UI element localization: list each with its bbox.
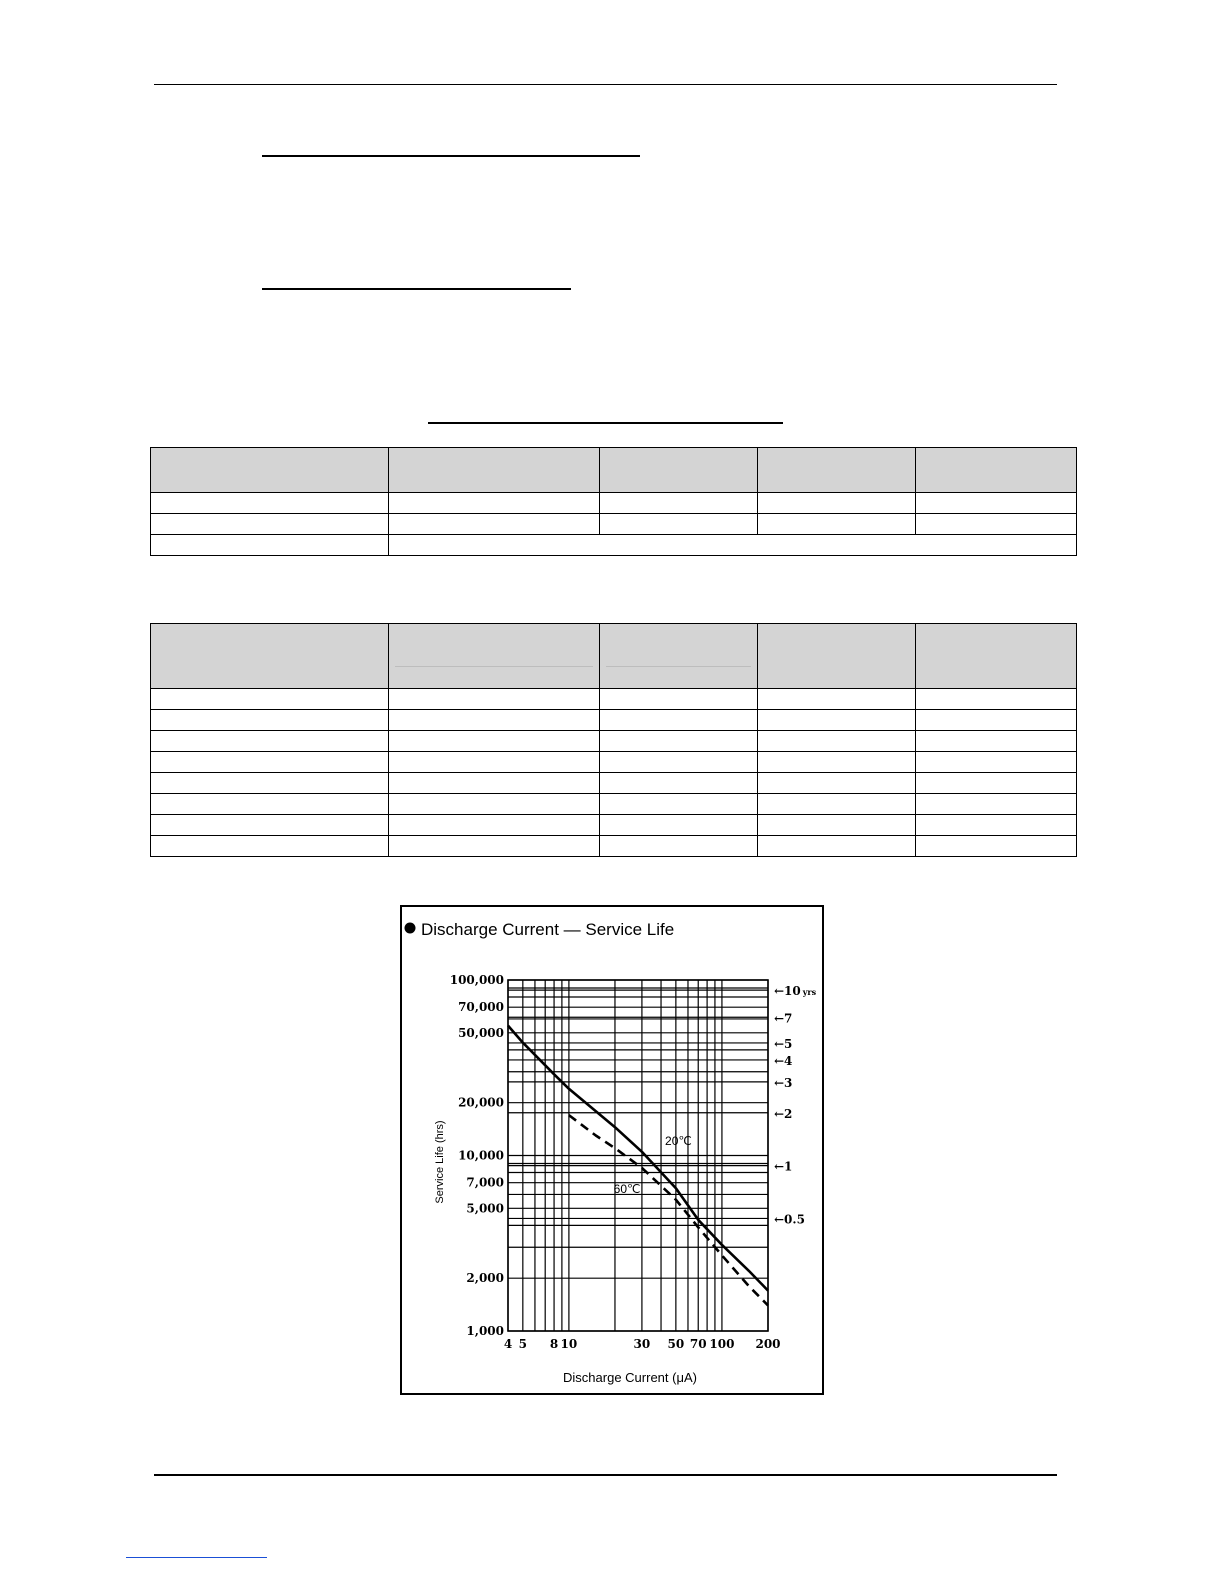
table-cell (916, 689, 1077, 710)
table-cell (758, 815, 916, 836)
right-tick-label: ←7 (774, 1011, 793, 1026)
y-tick-label: 100,000 (449, 973, 504, 987)
section-heading-underline-2 (262, 288, 571, 290)
table-cell (151, 752, 389, 773)
y-tick-label: 1,000 (466, 1324, 504, 1338)
series-annotation: 20℃ (665, 1133, 692, 1148)
x-tick-label: 100 (709, 1337, 735, 1351)
table-cell (916, 773, 1077, 794)
table-cell (389, 836, 600, 857)
table-row (151, 731, 1077, 752)
table-row (151, 773, 1077, 794)
table-row (151, 794, 1077, 815)
table-title-underline (428, 422, 783, 424)
table-cell-merged (389, 535, 1077, 556)
x-tick-label: 70 (689, 1337, 707, 1351)
table-cell (916, 493, 1077, 514)
table-cell (916, 815, 1077, 836)
y-tick-label: 50,000 (458, 1025, 504, 1040)
y-tick-label: 10,000 (458, 1148, 504, 1163)
table-cell (389, 773, 600, 794)
table-cell (389, 514, 600, 535)
x-axis-label: Discharge Current (μA) (563, 1370, 697, 1385)
x-tick-label: 4 (503, 1337, 513, 1351)
table-cell (916, 794, 1077, 815)
x-tick-label: 5 (518, 1337, 528, 1351)
table-cell (389, 731, 600, 752)
table-row (151, 535, 1077, 556)
table-cell (758, 836, 916, 857)
x-tick-label: 30 (633, 1337, 651, 1351)
table-cell (758, 752, 916, 773)
table-cell (389, 752, 600, 773)
x-tick-label: 200 (755, 1337, 781, 1351)
table-cell (600, 794, 758, 815)
table-row (151, 815, 1077, 836)
table-cell (916, 710, 1077, 731)
table-cell (600, 731, 758, 752)
table-cell (600, 514, 758, 535)
table-cell (758, 710, 916, 731)
header-cell (151, 448, 389, 493)
header-cell (389, 448, 600, 493)
table-cell (151, 535, 389, 556)
table-cell (151, 773, 389, 794)
table-cell (758, 794, 916, 815)
right-tick-label: ←4 (774, 1053, 793, 1068)
table-cell (389, 493, 600, 514)
table-row (151, 514, 1077, 535)
table-cell (151, 731, 389, 752)
table-cell (151, 815, 389, 836)
table-cell (600, 773, 758, 794)
table-row (151, 836, 1077, 857)
table-cell (916, 752, 1077, 773)
table-cell (389, 710, 600, 731)
bottom-link-underline (126, 1557, 267, 1558)
discharge-service-life-chart (400, 905, 824, 1395)
table-cell (151, 836, 389, 857)
header-cell (389, 624, 600, 689)
table-cell (600, 493, 758, 514)
header-cell (600, 448, 758, 493)
header-cell (916, 448, 1077, 493)
spec-table-1 (150, 447, 1077, 556)
y-tick-label: 70,000 (458, 1000, 504, 1015)
table-cell (758, 493, 916, 514)
x-tick-label: 8 (549, 1337, 559, 1351)
table-cell (916, 731, 1077, 752)
table-cell (389, 794, 600, 815)
table-cell (916, 514, 1077, 535)
header-rule (154, 84, 1057, 85)
series-line-solid (508, 1026, 768, 1291)
table-cell (151, 493, 389, 514)
table-row (151, 710, 1077, 731)
header-cell (758, 448, 916, 493)
header-cell (758, 624, 916, 689)
table-cell (758, 731, 916, 752)
title-bullet-icon (405, 923, 416, 934)
y-tick-label: 2,000 (466, 1271, 504, 1286)
right-tick-label: ←10 yrs (774, 984, 817, 999)
header-cell (600, 624, 758, 689)
grid-layer (508, 980, 768, 1331)
table-cell (389, 689, 600, 710)
x-tick-label: 10 (560, 1337, 578, 1351)
table-cell (600, 815, 758, 836)
chart-title: Discharge Current — Service Life (421, 920, 675, 939)
right-tick-label: ←2 (774, 1106, 793, 1121)
x-tick-label: 50 (667, 1337, 685, 1351)
table-cell (600, 689, 758, 710)
y-tick-label: 20,000 (458, 1095, 504, 1110)
right-tick-unit: yrs (802, 987, 817, 998)
table-header-row (151, 624, 1077, 689)
table-cell (151, 514, 389, 535)
table-cell (151, 710, 389, 731)
spec-table-2 (150, 623, 1077, 857)
table-cell (151, 794, 389, 815)
footer-rule (154, 1474, 1057, 1476)
table-cell (389, 815, 600, 836)
section-heading-underline-1 (262, 155, 640, 157)
table-cell (758, 773, 916, 794)
right-tick-label: ←3 (774, 1075, 793, 1090)
table-cell (151, 689, 389, 710)
table-cell (916, 836, 1077, 857)
y-tick-label: 5,000 (466, 1201, 504, 1216)
chart-svg (402, 907, 822, 1393)
table-header-row (151, 448, 1077, 493)
right-tick-label: ←0.5 (774, 1212, 805, 1227)
series-annotation: 60℃ (613, 1182, 641, 1197)
header-cell (916, 624, 1077, 689)
table-cell (600, 710, 758, 731)
table-row (151, 689, 1077, 710)
header-cell (151, 624, 389, 689)
table-cell (600, 836, 758, 857)
table-row (151, 493, 1077, 514)
right-tick-label: ←5 (774, 1036, 793, 1051)
table-cell (758, 514, 916, 535)
table-cell (600, 752, 758, 773)
y-axis-label: Service Life (hrs) (434, 1120, 446, 1204)
y-tick-label: 7,000 (466, 1175, 504, 1190)
right-tick-label: ←1 (774, 1159, 793, 1174)
table-row (151, 752, 1077, 773)
table-cell (758, 689, 916, 710)
